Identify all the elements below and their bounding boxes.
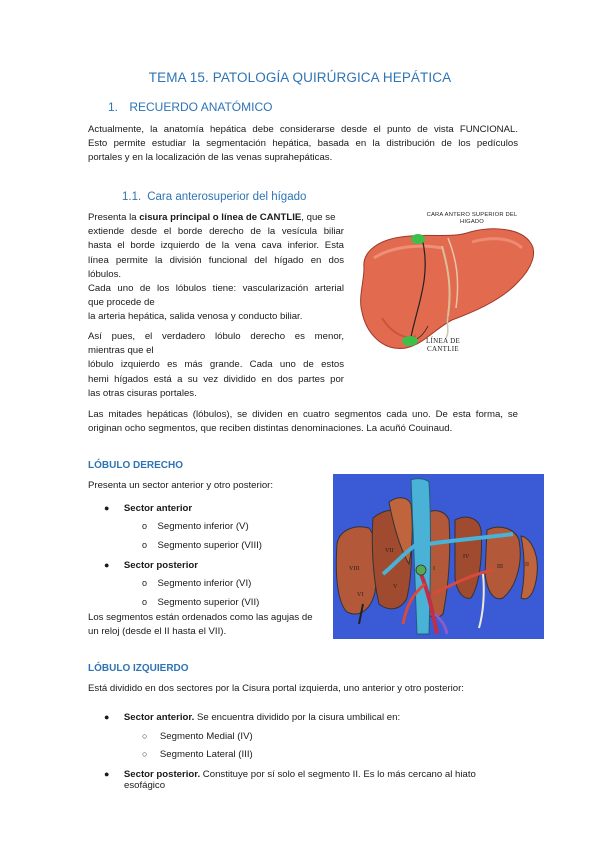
paragraph-line: línea permite la división funcional del hígado en dos [88, 254, 344, 266]
segment-item [142, 573, 251, 591]
caption-line: CARA ANTERO SUPERIOR DEL [426, 212, 518, 218]
text-suffix: , que se [301, 212, 336, 223]
paragraph-line: Esto permite estudiar la segmentación hepática, basada en la distribución de los pedículos [88, 138, 518, 150]
segment-label: Segmento superior (VIII) [157, 540, 262, 551]
cantlie-line-label [418, 338, 468, 353]
paragraph-line: Las mitades hepáticas (lóbulos), se dividen en cuatro segmentos cada uno. De esta forma, se [88, 409, 518, 420]
lobulo-izquierdo-intro: Está dividido en dos sectores por la Cisura portal izquierda, uno anterior y otro posterior: [88, 683, 464, 694]
izq-sector-posterior-desc: Constituye por sí solo el segmento II. Es lo más cercano al hiato [200, 769, 476, 780]
lobulo-derecho-intro: Presenta un sector anterior y otro posterior: [88, 480, 274, 491]
bullet-icon: ● [104, 560, 110, 570]
paragraph-line: Así pues, el verdadero lóbulo derecho es menor, [88, 331, 344, 342]
paragraph-line: Actualmente, la anatomía hepática debe considerarse desde el punto de vista FUNCIONAL. [88, 124, 518, 135]
figure-caption [412, 212, 532, 226]
caption-line: HIGADO [459, 219, 485, 225]
segment-label-i: I [433, 566, 435, 572]
paragraph-line: lóbulos. [88, 268, 122, 280]
izq-sector-anterior-desc: Se encuentra dividido por la cisura umbilical en: [194, 712, 401, 723]
clock-order-note [88, 611, 328, 639]
section-1-1-heading [122, 191, 306, 203]
paragraph-line: Los segmentos están ordenados como las agujas de [88, 612, 313, 623]
segment-label-iv: IV [463, 554, 470, 560]
verdadero-lobulo-paragraph [88, 330, 344, 401]
segments-illustration [333, 474, 544, 639]
bullet-icon: ● [104, 712, 110, 722]
paragraph-line: que procede de [88, 297, 155, 309]
izq-sector-anterior-text [124, 712, 400, 723]
segment-label: Segmento inferior (V) [157, 521, 249, 532]
segments-paragraph [88, 408, 518, 436]
segment-item [142, 744, 253, 762]
liver-anterosuperior-figure [352, 208, 544, 360]
paragraph-line: originan ocho segmentos, que reciben distintas denominaciones. La acuñó Couinaud. [88, 423, 453, 435]
paragraph-line [88, 211, 344, 225]
izq-sector-posterior-item [104, 764, 516, 782]
segment-label: Segmento Medial (IV) [159, 731, 253, 742]
circle-bullet-icon: ○ [142, 731, 148, 741]
circle-bullet-icon: ○ [142, 749, 148, 759]
sector-posterior-label: Sector posterior [123, 560, 198, 571]
segment-label-iii: III [497, 564, 503, 570]
lobulo-izquierdo-heading: LÓBULO IZQUIERDO [88, 663, 189, 674]
izq-sector-anterior-label: Sector anterior. [123, 712, 195, 723]
segment-label: Segmento inferior (VI) [157, 578, 252, 589]
izq-sector-posterior-line2: esofágico [124, 780, 166, 791]
izq-sector-anterior-item [104, 707, 400, 725]
document-title: TEMA 15. PATOLOGÍA QUIRÚRGICA HEPÁTICA [148, 70, 452, 85]
paragraph-line: un reloj (desde el II hasta el VII). [88, 626, 227, 638]
paragraph-line: hemi hígados está a su vez dividido en dos partes por [88, 373, 344, 385]
segment-item [142, 592, 259, 610]
bullet-icon: ● [104, 769, 110, 779]
section-1-heading [108, 100, 272, 114]
segment-label-v: V [393, 584, 398, 590]
paragraph-line: hasta el borde izquierdo de la vena cava inferior. Esta [88, 240, 344, 252]
circle-bullet-icon: o [142, 540, 148, 550]
sector-anterior-item [104, 498, 192, 516]
sector-anterior-label: Sector anterior [123, 503, 193, 514]
section-1-title: RECUERDO ANATÓMICO [129, 100, 273, 114]
liver-segments-figure [333, 474, 544, 639]
sector-posterior-item [104, 555, 198, 573]
section-1-paragraph [88, 123, 518, 166]
section-1-1-number: 1.1. [122, 191, 142, 203]
paragraph-line: la arteria hepática, salida venosa y conducto biliar. [88, 311, 303, 323]
lobulo-derecho-heading: LÓBULO DERECHO [88, 460, 183, 471]
bullet-icon: ● [104, 503, 110, 513]
segment-label-ii: II [525, 562, 529, 568]
segment-item [142, 535, 262, 553]
circle-bullet-icon: o [142, 597, 148, 607]
izq-sector-posterior-text [124, 769, 476, 780]
paragraph-line: portales y en la localización de las venas suprahepáticas. [88, 152, 333, 164]
cantlie-bold: cisura principal o línea de CANTLIE [139, 212, 302, 223]
segment-label-vi: VI [357, 592, 364, 598]
segment-item [142, 726, 253, 744]
section-1-number: 1. [108, 100, 119, 114]
paragraph-line: Cada uno de los lóbulos tiene: vascularización arterial [88, 283, 344, 294]
paragraph-line: extiende desde el borde derecho de la vesícula biliar [88, 226, 344, 238]
paragraph-line: lóbulo izquierdo es más grande. Cada uno de estos [88, 359, 344, 371]
paragraph-line: las otras cisuras portales. [88, 387, 197, 399]
segment-label: Segmento Lateral (III) [159, 749, 253, 760]
circle-bullet-icon: o [142, 578, 148, 588]
cantlie-paragraph [88, 211, 344, 282]
lobulos-paragraph [88, 282, 344, 325]
segment-label: Segmento superior (VII) [157, 597, 260, 608]
paragraph-line: mientras que el [88, 345, 154, 357]
label-line: CANTLIE [426, 344, 460, 353]
text-prefix: Presenta la [88, 212, 140, 223]
segment-label-vii: VII [385, 548, 394, 554]
label-line: LÍNEA DE [425, 337, 461, 345]
segment-item [142, 516, 249, 534]
segment-label-viii: VIII [349, 566, 360, 572]
circle-bullet-icon: o [142, 521, 148, 531]
izq-sector-posterior-label: Sector posterior. [123, 769, 201, 780]
section-1-1-title: Cara anterosuperior del hígado [147, 191, 307, 203]
